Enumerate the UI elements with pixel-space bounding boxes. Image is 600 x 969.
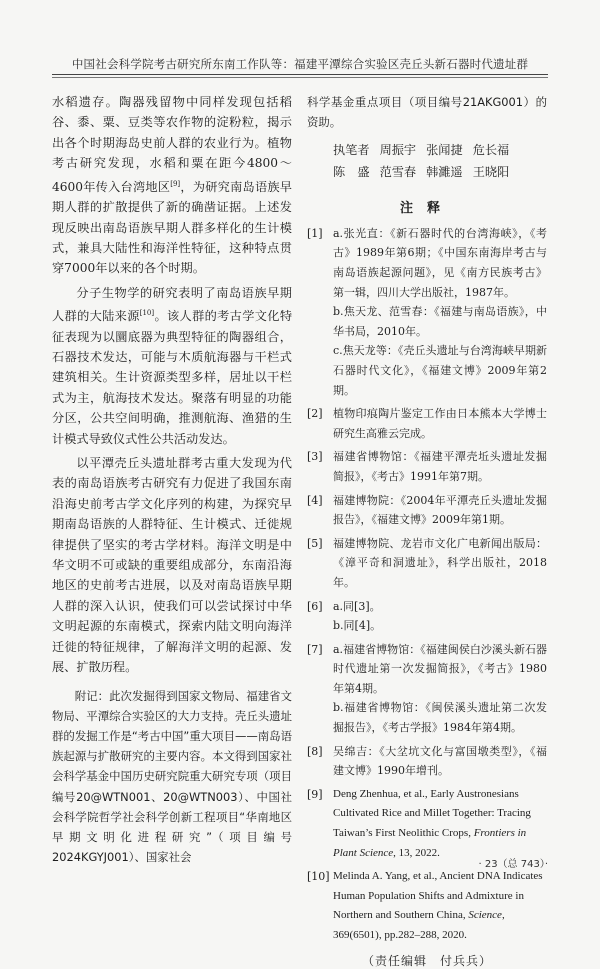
authors-row-2 [333,161,547,183]
note-number: [2] [307,407,323,421]
author-name: 韩濉遥 [426,164,463,179]
note-body [333,534,547,593]
note-item: 福建博物院：《2004年平潭壳丘头遗址发掘报告》，《福建文博》2009年第1期。 [333,493,547,527]
paragraph-1-rest: ，为研究南岛语族早期人群的扩散提供了新的确凿证据。上述发现反映出南岛语族早期人群多样化的生计模式，兼具大陆性和海洋性特征，这种特点贯穿7000年以来的各个时期。 [52,179,292,276]
note-item: 吴绵吉：《大坌坑文化与富国墩类型》，《福建文博》1990年增刊。 [333,744,547,778]
note-item: a.福建省博物馆：《福建闽侯白沙溪头新石器时代遗址第一次发掘简报》，《考古》1980年第4期。 [333,642,547,695]
note-10-tail: , 369(6501), pp.282–288, 2020. [333,909,505,941]
note-entry [307,491,547,530]
note-body [333,404,547,443]
note-entry [307,640,547,738]
header-rule [52,74,548,75]
note-number: [8] [307,744,323,758]
note-entry [307,742,547,781]
note-body [333,447,547,486]
paragraph-2-rest: 。该人群的考古学文化特征表现为以圜底器为典型特征的陶器组合，石器技术发达，可能与木质航海器与干栏式建筑相关。生计资源类型多样，居址以干栏式为主，航海技术发达。聚落有明显的功能分区，公共空间明确，推测航海、渔猎的生计模式导致仪式性公共活动发达。 [52,309,293,446]
note-9-journal: Frontiers in Plant Science [333,827,527,859]
note-item: a.同[3]。 [333,599,381,613]
citation-10: [10] [139,309,155,318]
author-name: 范雪春 [379,164,417,179]
note-entry [307,597,547,636]
authors-row-1 [333,139,547,161]
notes-heading: 注释 [399,200,454,216]
right-column [307,92,547,969]
paragraph-2 [52,283,292,449]
authors-block [333,139,547,183]
author-name: 陈 盛 [333,164,370,179]
note-number: [6] [307,599,323,613]
note-item: 植物印痕陶片鉴定工作由日本熊本大学博士研究生高雅云完成。 [333,407,547,440]
author-name: 张闻捷 [426,142,463,157]
paragraph-1-text: 水稻遗存。陶器残留物中同样发现包括稻谷、黍、粟、豆类等农作物的淀粉粒，揭示出各个时期海岛史前人群的农业行为。植物考古研究发现，水稻和粟在距今4800～4600年传入台湾地区 [52,95,292,194]
note-entry [307,785,547,863]
author-name: 危长福 [472,142,510,157]
responsible-editor: （责任编辑 付兵兵） [361,953,492,968]
paragraph-3: 以平潭壳丘头遗址群考古重大发现为代表的南岛语族考古研究有力促进了我国东南沿海史前考古学文化序列的构建，为探究早期南岛语族的人群特征、生计模式、迁徙规律提供了坚实的考古学材料。海洋文明是中华文明不可或缺的重要组成部分，东南沿海地区的史前考古进展，以及对南岛语族早期人群的深入认识，使我们可以尝试探讨中华文明起源的东南模式，探索内陆文明向海洋迁徙的特征规律，了解海洋文明的起源、发展、扩散历程。 [52,456,292,675]
funding-continuation: 科学基金重点项目（项目编号21AKG001）的资助。 [307,95,547,130]
note-9-text: Deng Zhenhua, et al., Early Austronesians Cultivated Rice and Millet Together: Tracing Taiwan’s First Neolithic Crops, [333,787,531,840]
note-item: b.焦天龙、范雪春：《福建与南岛语族》，中华书局，2010年。 [333,305,547,338]
page-number: · 23（总 743）· [478,859,548,870]
note-number: [10] [307,870,330,884]
authors-label: 执笔者 [333,142,370,157]
note-item: c.焦天龙等：《壳丘头遗址与台湾海峡早期新石器时代文化》，《福建文博》2009年第2期。 [333,344,547,397]
note-number: [3] [307,450,323,464]
note-10-journal: Science [468,909,502,922]
note-entry [307,447,547,486]
note-body [333,224,547,400]
note-item: b.同[4]。 [333,619,382,633]
note-9-tail: , 13, 2022. [393,846,440,859]
running-header: 中国社会科学院考古研究所东南工作队等：福建平潭综合实验区壳丘头新石器时代遗址群 [71,57,529,71]
note-number: [9] [307,787,323,801]
note-10-text: Melinda A. Yang, et al., Ancient DNA Indicates Human Population Shifts and Admixture in Northern and Southern China, [333,870,543,922]
notes-list [307,224,547,781]
note-body [333,597,547,636]
paragraph-2-text: 分子生物学的研究表明了南岛语族早期人群的大陆来源 [52,285,292,324]
note-number: [4] [307,493,323,507]
citation-9: [9] [170,179,181,188]
note-number: [7] [307,642,323,656]
header-rule-thin [52,77,548,78]
appendix-note: 附记：此次发掘得到国家文物局、福建省文物局、平潭综合实验区的大力支持。壳丘头遗址群的发掘工作是“考古中国”重大项目——南岛语族起源与扩散研究的主要内容。本文得到国家社会科学基金中国历史研究院重大研究专项（项目编号20@WTN001、20@WTN003）、中国社会科学院哲学社会科学创新工程项目“华南地区早期文明化进程研究”（项目编号2024KGYJ001）、国家社会 [52,688,292,865]
note-item: a.张光直：《新石器时代的台湾海峡》，《考古》1989年第6期；《中国东南海岸考古与南岛语族起源问题》，见《南方民族考古》第一辑，四川大学出版社，1987年。 [333,226,547,299]
note-item: 福建省博物馆：《福建平潭壳坵头遗址发掘简报》，《考古》1991年第7期。 [333,450,547,483]
note-entry [307,224,547,400]
note-body [333,742,547,781]
paragraph-1 [52,92,292,279]
author-name: 王晓阳 [472,164,510,179]
note-item: b.福建省博物馆：《闽侯溪头遗址第二次发掘报告》，《考古学报》1984年第4期。 [333,701,547,735]
author-name: 周振宇 [379,142,417,157]
note-body [333,491,547,530]
note-body [333,640,547,738]
note-body [333,785,547,863]
note-number: [1] [307,226,323,240]
note-entry [307,404,547,443]
note-body [333,867,547,945]
left-column [52,92,292,867]
note-item: 福建博物院、龙岩市文化广电新闻出版局：《漳平奇和洞遗址》，科学出版社，2018年。 [333,536,547,589]
note-entry [307,534,547,593]
note-entry [307,867,547,945]
note-number: [5] [307,536,323,550]
